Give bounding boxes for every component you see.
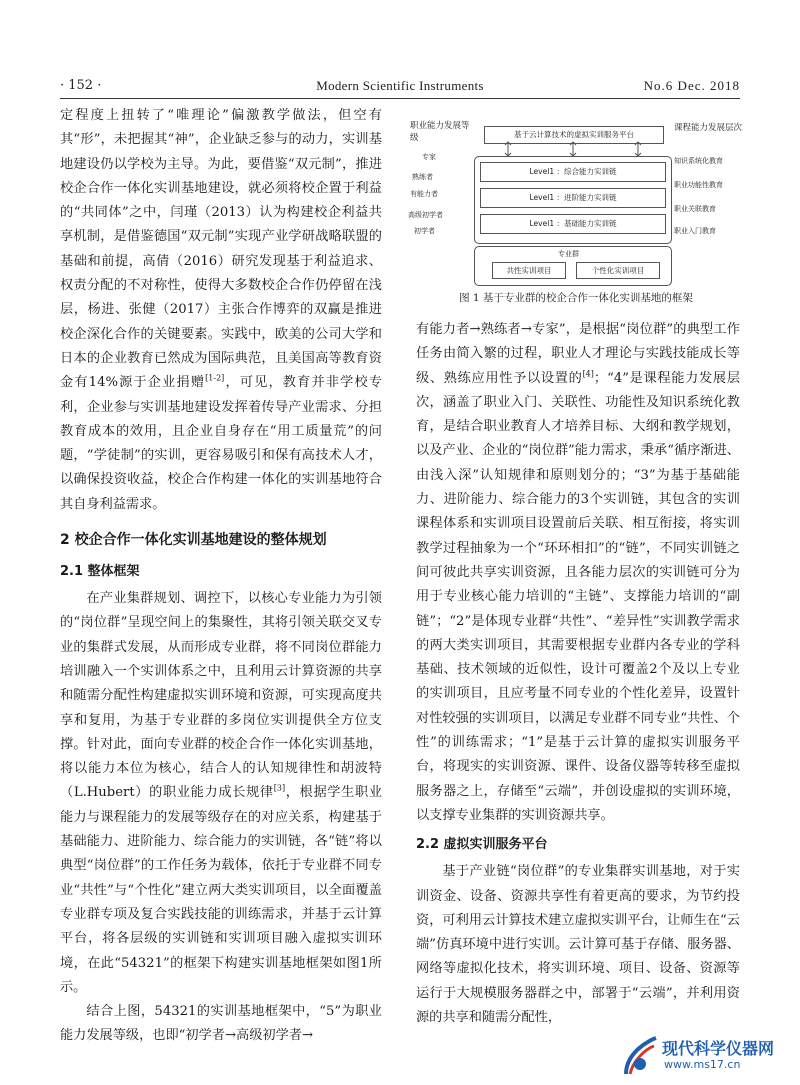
- platform-box: 基于云计算技术的虚拟实训服务平台: [484, 126, 664, 144]
- paragraph: 在产业集群规划、调控下，以核心专业能力为引领的“岗位群”呈现空间上的集聚性，其将引领关联交叉专业的集群式发展，从而形成专业群，将不同岗位群能力培训融入一个实训体系之中，且利用云计算资源的共享和随需分配性构建虚拟实训环境和资源，可实现高度共享和复用，为基于专业群的多岗位实训提供全方位支撑。针对此，面向专业群的校企合作一体化实训基地，将以能力本位为核心，结合人的认知规律性和胡波特（L.Hubert）的职业能力成长规律[3]，根据学生职业能力与课程能力的发展等级存在的对应关系，构建基于基础能力、进阶能力、综合能力的实训链，各“链”将以典型“岗位群”的工作任务为载体，依托于专业群不同专业“共性”与“个性化”建立两大类实训项目，以全面覆盖专业群专项及复合实践技能的训练需求，并基于云计算平台，将各层级的实训链和实训项目融入虚拟实训环境，在此“54321”的框架下构建实训基地框架如图1所示。: [60, 591, 383, 995]
- citation[interactable]: [4]: [582, 369, 594, 379]
- issue-info: No.6 Dec. 2018: [643, 78, 740, 93]
- figure-left-axis-title: 职业能力发展等级: [410, 121, 470, 143]
- page-number: · 152 ·: [60, 78, 102, 93]
- level-label: 有能力者: [410, 190, 438, 198]
- figure-right-axis-title: 课程能力发展层次: [674, 123, 743, 133]
- level-label: 专家: [422, 153, 436, 161]
- chain-box-basic: Level1 ：基础能力实训链: [480, 214, 666, 234]
- paragraph: 结合上图，54321的实训基地框架中，“5”为职业能力发展等级，也即“初学者→高级初学者→: [60, 1004, 382, 1044]
- subsection-heading: 2.2 虚拟实训服务平台: [416, 837, 548, 853]
- individual-project-box: 个性化实训项目: [576, 262, 660, 279]
- running-header: [60, 78, 740, 96]
- major-group-label: 专业群: [558, 250, 579, 258]
- chain-box-comprehensive: Level1 ：综合能力实训链: [480, 162, 666, 182]
- citation[interactable]: [1-2]: [205, 373, 225, 383]
- paragraph: 基于产业链“岗位群”的专业集群实训基地，对于实训资金、设备、资源共享性有着更高的要求，为节约投资，可利用云计算技术建立虚拟实训平台，让师生在“云端”仿真环境中进行实训。云计算可基于存储、服务器、网络等虚拟化技术，将实训环境、项目、设备、资源等运行于大规模服务器群之中，部署于“云端”，并利用资源的共享和随需分配性，: [416, 864, 740, 1026]
- section-heading: 2 校企合作一体化实训基地建设的整体规划: [60, 532, 327, 549]
- level-label: 熟练者: [412, 173, 433, 181]
- watermark-logo-icon: [620, 1034, 660, 1078]
- level-label: 初学者: [414, 227, 435, 235]
- watermark-url: www.ms17.cn: [664, 1058, 741, 1071]
- figure-caption: 图 1 基于专业群的校企合作一体化实训基地的框架: [459, 292, 693, 304]
- subsection-heading: 2.1 整体框架: [60, 564, 140, 580]
- citation[interactable]: [3]: [273, 784, 286, 794]
- figure-1: [408, 110, 744, 306]
- paragraph: 定程度上扭转了“唯理论”偏激教学做法，但空有其“形”，未把握其“神”，企业缺乏参与的动力，实训基地建设仍以学校为主导。为此，要借鉴“双元制”，推进校企合作一体化实训基地建设，就必须将校企置于利益的“共同体”之中，闫瑾（2013）认为构建校企利益共享机制，是借鉴德国“双元制”实现产业学研战略联盟的基础和前提，高倩（2016）研究发现基于利益追求、权责分配的不对称性，使得大多数校企合作仍停留在浅层，杨进、张健（2017）主张合作博弈的双赢是推进校企深化合作的关键要素。实践中，欧美的公司大学和日本的企业教育已然成为国际典范，且美国高等教育资金有14%源于企业捐赠[1-2]，可见，教育并非学校专利，企业参与实训基地建设发挥着传导产业需求、分担教育成本的效用，且企业自身存在“用工质量荒”的问题，“学徒制”的实训，更容易吸引和保有高技术人才，以确保投资收益，校企合作构建一体化的实训基地符合其自身利益需求。: [60, 108, 383, 512]
- watermark: [612, 1034, 792, 1080]
- journal-name: Modern Scientific Instruments: [316, 78, 484, 93]
- level-label: 职业入门教育: [674, 227, 716, 235]
- left-column: [60, 104, 382, 1049]
- level-label: 职业功能性教育: [674, 181, 723, 189]
- paragraph: 有能力者→熟练者→专家”，是根据“岗位群”的典型工作任务由简入繁的过程，职业人才理论与实践技能成长等级、熟练应用性予以设置的[4]；“4”是课程能力发展层次，涵盖了职业入门、关联性、功能性及知识系统化教育，是结合职业教育人才培养目标、大纲和教学规划，以及产业、企业的“岗位群”能力需求，秉承“循序渐进、由浅入深”认知规律和原则划分的；“3”为基于基础能力、进阶能力、综合能力的3个实训链，其包含的实训课程体系和实训项目设置前后关联、相互衔接，将实训教学过程抽象为一个“环环相扣”的“链”，不同实训链之间可彼此共享实训资源，且各能力层次的实训链可分为用于专业核心能力培训的“主链”、支撑能力培训的“副链”；“2”是体现专业群“共性”、“差异性”实训教学需求的两大类实训项目，其需要根据专业群内各专业的学科基础、技术领域的近似性，设计可覆盖2个及以上专业的实训项目，且应考量不同专业的个性化差异，设置针对性较强的实训项目，以满足专业群不同专业“共性、个性”的训练需求；“1”是基于云计算的虚拟实训服务平台，将现实的实训资源、课件、设备仪器等转移至虚拟服务器之上，存储至“云端”，并创设虚拟的实训环境，以支撑专业集群的实训资源共享。: [416, 322, 741, 823]
- watermark-title: 现代科学仪器网: [662, 1039, 775, 1058]
- level-label: 职业关联教育: [674, 205, 716, 213]
- header-rule: [60, 98, 740, 99]
- level-label: 高级初学者: [408, 211, 443, 219]
- right-column: [416, 318, 740, 1030]
- common-project-box: 共性实训项目: [492, 262, 566, 279]
- chain-box-advanced: Level1 ：进阶能力实训链: [480, 188, 666, 208]
- level-label: 知识系统化教育: [674, 157, 723, 165]
